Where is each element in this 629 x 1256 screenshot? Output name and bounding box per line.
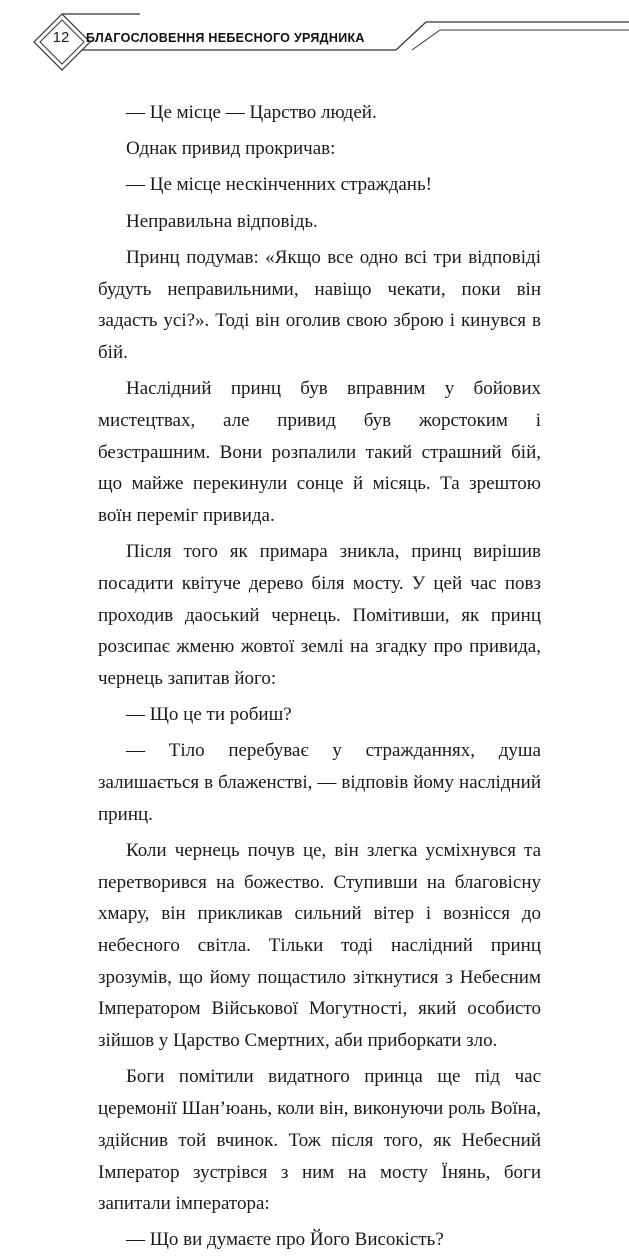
paragraph: Боги помітили видатного принца ще під час церемонії Шан’юань, коли він, виконуючи роль Воїна, здійснив той вчинок. Тож після того, як Небесний Імператор зустрівся з ним на мосту Їнянь, боги запитали імператора:	[98, 1066, 541, 1215]
body-text	[98, 97, 541, 1256]
paragraph: — Це місце — Царство людей.	[126, 102, 377, 123]
paragraph: Однак привид прокричав:	[126, 138, 336, 160]
paragraph: Коли чернець почув це, він злегка усміхнувся та перетворився на божество. Ступивши на благовісну хмару, він прикликав сильний вітер і вознісся до небесного світла. Тільки тоді наслідний принц зрозумів, що йому пощастило зіткнутися з Небесним Імператором Військової Могутності, який особисто зійшов у Царство Смертних, аби приборкати зло.	[98, 839, 541, 1052]
paragraph: — Тіло перебуває у стражданнях, душа залишається в блаженстві, — відповів йому наслідний принц.	[98, 740, 541, 825]
paragraph: — Що ви думаєте про Його Високість?	[126, 1229, 444, 1251]
paragraph: Принц подумав: «Якщо все одно всі три відповіді будуть неправильними, навіщо чекати, поки він задасть усі?». Тоді він оголив свою зброю і кинувся в бій.	[98, 246, 541, 363]
page-number: 12	[52, 29, 70, 46]
running-title: БЛАГОСЛОВЕННЯ НЕБЕСНОГО УРЯДНИКА	[86, 31, 365, 45]
page-header	[0, 0, 629, 72]
paragraph: Неправильна відповідь.	[126, 210, 318, 232]
paragraph: Після того як примара зникла, принц вирішив посадити квітуче дерево біля мосту. У цей час повз проходив даоський чернець. Помітивши, як принц розсипає жменю жовтої землі на згадку про привида, чернець запитав його:	[98, 541, 541, 689]
paragraph: Наслідний принц був вправним у бойових мистецтвах, але привид був жорстоким і безстрашним. Вони розпалили такий страшний бій, що майже перекинули сонце й місяць. Та зрештою воїн переміг привида.	[98, 378, 541, 526]
paragraph: — Що це ти робиш?	[126, 704, 292, 726]
paragraph: — Це місце нескінченних страждань!	[126, 174, 432, 196]
